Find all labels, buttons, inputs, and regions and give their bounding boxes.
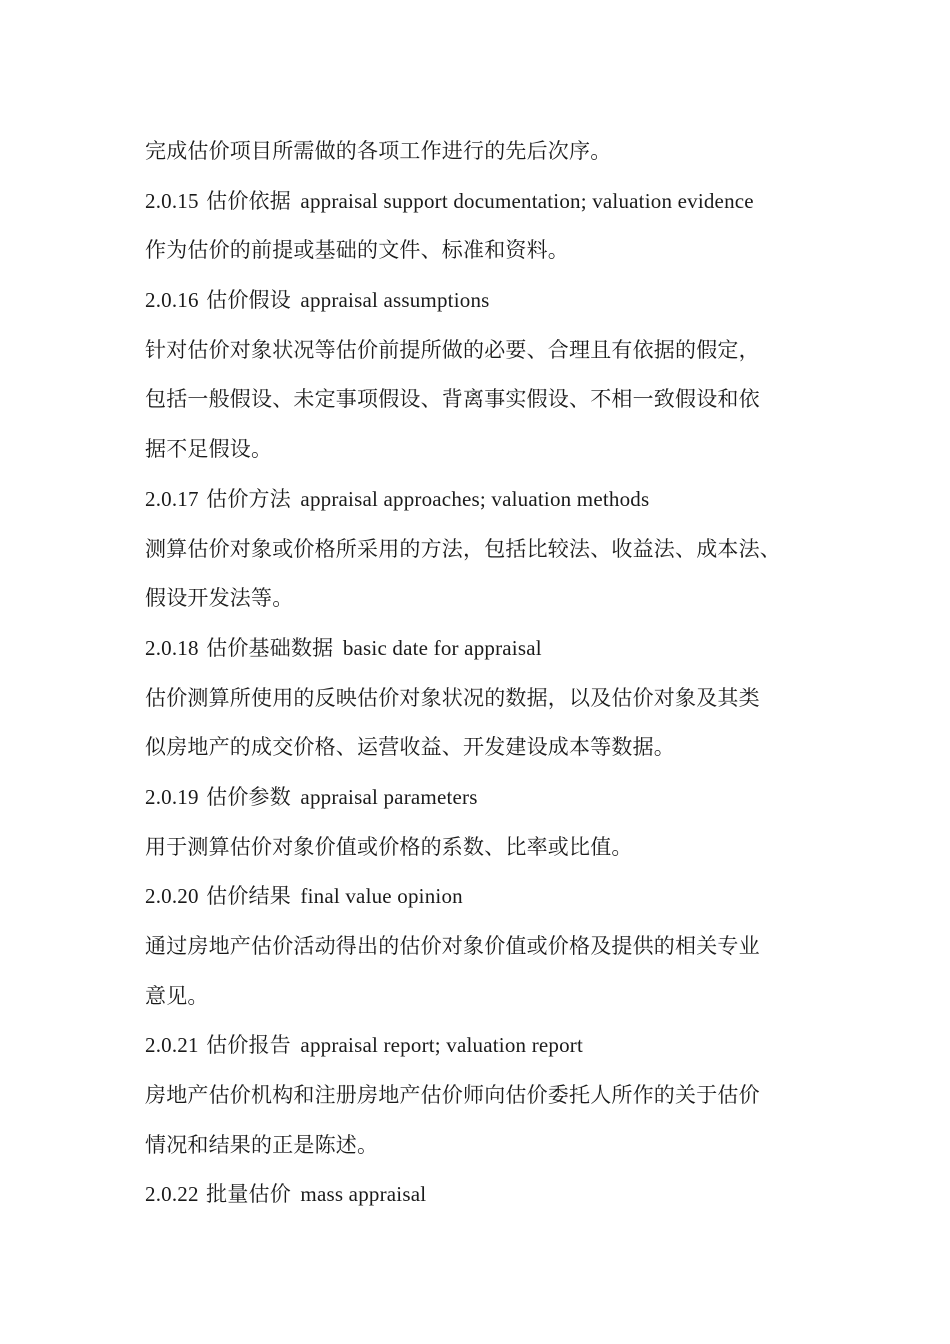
term-number: 2.0.18	[145, 635, 199, 660]
term-number: 2.0.22	[145, 1182, 199, 1207]
term-definition-line: 测算估价对象或价格所采用的方法，包括比较法、收益法、成本法、	[145, 536, 781, 561]
term-number: 2.0.15	[145, 188, 199, 213]
term-chinese-name: 估价基础数据	[206, 635, 339, 660]
term-definition-line: 估价测算所使用的反映估价对象状况的数据，以及估价对象及其类	[145, 685, 760, 710]
term-definition-line: 假设开发法等。	[145, 586, 294, 611]
term-heading-2-0-16	[145, 280, 845, 330]
term-heading-2-0-15	[145, 181, 845, 231]
term-english-name: mass appraisal	[300, 1182, 427, 1207]
term-definition-line: 通过房地产估价活动得出的估价对象价值或价格及提供的相关专业	[145, 934, 760, 958]
term-english-name: basic date for appraisal	[342, 635, 542, 660]
term-heading-2-0-22	[145, 1174, 845, 1224]
term-heading-2-0-20	[145, 876, 845, 926]
term-english-name: appraisal approaches; valuation methods	[300, 486, 650, 511]
term-definition-line: 包括一般假设、未定事项假设、背离事实假设、不相一致假设和依	[145, 387, 760, 412]
document-body	[145, 131, 845, 1224]
term-number: 2.0.16	[145, 288, 205, 313]
term-heading-2-0-17	[145, 479, 845, 529]
body-text-line: 完成估价项目所需做的各项工作进行的先后次序。	[145, 139, 612, 163]
term-chinese-name: 估价参数	[206, 784, 291, 809]
term-chinese-name: 估价方法	[206, 486, 291, 511]
term-chinese-name: 估价报告	[206, 1033, 291, 1058]
term-heading-2-0-18	[145, 628, 845, 678]
term-chinese-name: 估价假设	[206, 288, 291, 313]
term-number: 2.0.19	[145, 784, 199, 809]
term-chinese-name: 批量估价	[206, 1182, 291, 1207]
term-number: 2.0.21	[145, 1033, 205, 1058]
term-definition-line: 情况和结果的正是陈述。	[145, 1132, 379, 1157]
term-english-name: appraisal parameters	[300, 784, 478, 809]
term-definition-line: 作为估价的前提或基础的文件、标准和资料。	[145, 238, 569, 263]
term-definition-line: 房地产估价机构和注册房地产估价师向估价委托人所作的关于估价	[145, 1083, 760, 1108]
term-chinese-name: 估价依据	[206, 188, 291, 213]
term-english-name: appraisal support documentation; valuation evidence	[300, 188, 754, 213]
term-definition-line: 意见。	[145, 983, 209, 1008]
term-chinese-name: 估价结果	[206, 884, 291, 909]
term-english-name: appraisal report; valuation report	[300, 1033, 584, 1058]
term-heading-2-0-21	[145, 1025, 845, 1075]
term-definition-line: 针对估价对象状况等估价前提所做的必要、合理且有依据的假定，	[145, 337, 760, 362]
term-heading-2-0-19	[145, 777, 845, 827]
term-english-name: final value opinion	[300, 884, 463, 909]
term-english-name: appraisal assumptions	[300, 288, 490, 313]
term-definition-line: 用于测算估价对象价值或价格的系数、比率或比值。	[145, 834, 633, 859]
term-number: 2.0.20	[145, 884, 199, 909]
term-number: 2.0.17	[145, 486, 199, 511]
term-definition-line: 据不足假设。	[145, 437, 273, 462]
term-definition-line: 似房地产的成交价格、运营收益、开发建设成本等数据。	[145, 735, 675, 760]
